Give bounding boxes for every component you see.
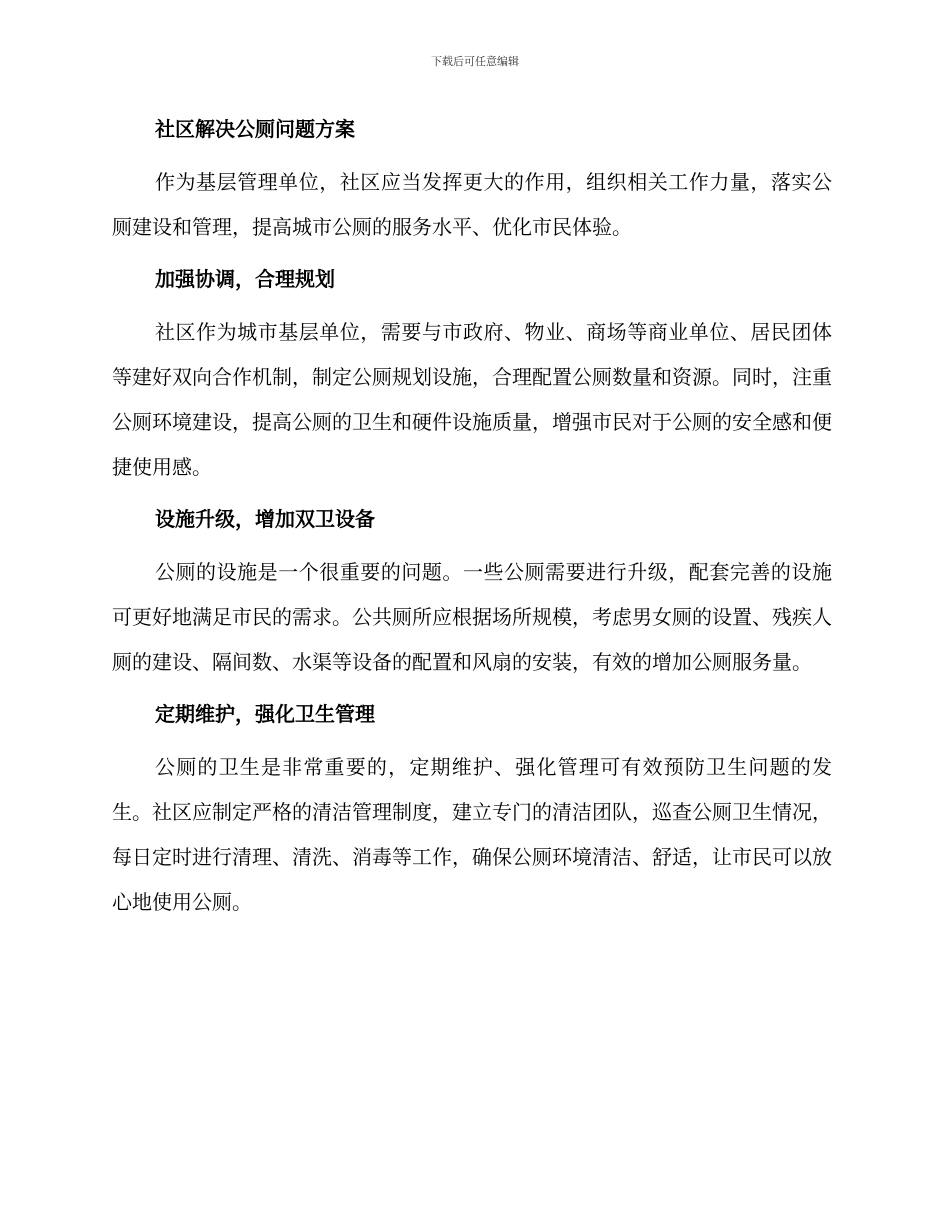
header-note: 下载后可任意编辑 — [431, 55, 519, 68]
section-paragraph-coordination: 社区作为城市基层单位，需要与市政府、物业、商场等商业单位、居民团体等建好双向合作机制，制定公厕规划设施，合理配置公厕数量和资源。同时，注重公厕环境建设，提高公厕的卫生和硬件设施质量，增强市民对于公厕的安全感和便捷使用感。 — [112, 320, 832, 479]
section-paragraph-intro: 作为基层管理单位，社区应当发挥更大的作用，组织相关工作力量，落实公厕建设和管理，提高城市公厕的服务水平、优化市民体验。 — [112, 170, 832, 239]
section-heading-main: 社区解决公厕问题方案 — [155, 117, 355, 141]
section-heading-facilities: 设施升级，增加双卫设备 — [155, 507, 375, 531]
section-heading-maintenance: 定期维护，强化卫生管理 — [155, 702, 375, 726]
section-paragraph-maintenance: 公厕的卫生是非常重要的，定期维护、强化管理可有效预防卫生问题的发生。社区应制定严格的清洁管理制度，建立专门的清洁团队，巡查公厕卫生情况，每日定时进行清理、清洗、消毒等工作，确保公厕环境清洁、舒适，让市民可以放心地使用公厕。 — [112, 755, 832, 914]
section-heading-coordination: 加强协调，合理规划 — [155, 267, 335, 291]
document-body — [112, 112, 832, 937]
section-paragraph-facilities: 公厕的设施是一个很重要的问题。一些公厕需要进行升级，配套完善的设施可更好地满足市民的需求。公共厕所应根据场所规模，考虑男女厕的设置、残疾人厕的建设、隔间数、水渠等设备的配置和风扇的安装，有效的增加公厕服务量。 — [112, 560, 832, 674]
